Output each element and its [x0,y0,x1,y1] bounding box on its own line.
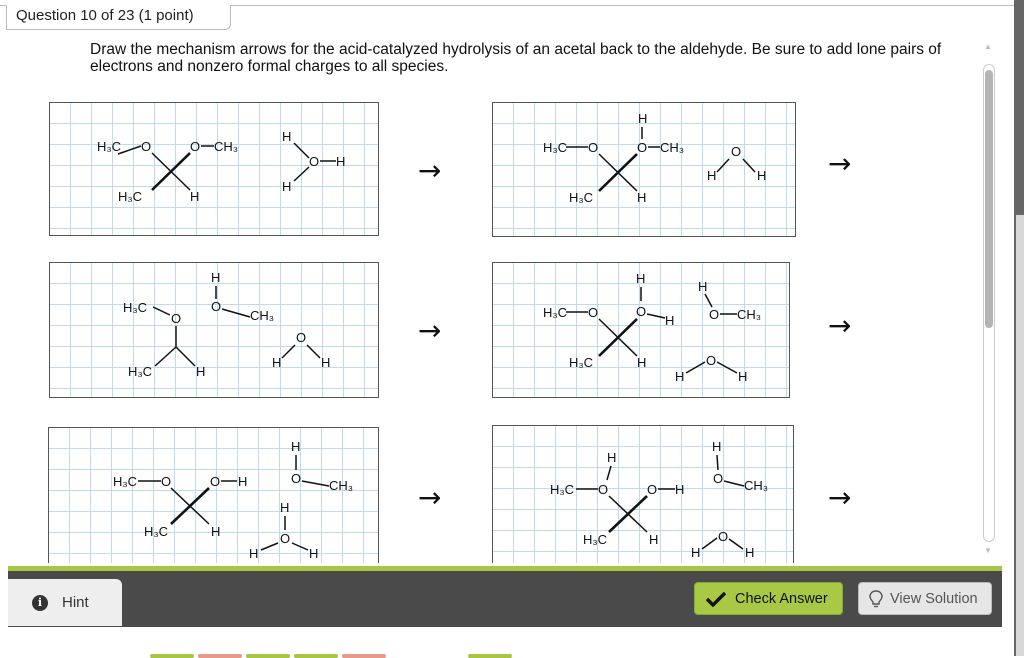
hydrogen-label: H [336,154,346,169]
oxygen-label: O [706,353,717,368]
vertical-scrollbar[interactable] [982,38,996,558]
mechanism-panel-5[interactable] [48,427,379,563]
methyl-label: H₃C [113,474,138,489]
hydrogen-label: H [637,355,647,370]
structure-panel-4 [493,263,790,398]
methyl-label: CH₃ [329,478,354,493]
oxygen-label: O [713,471,724,486]
oxygen-label: O [309,154,320,169]
oxygen-label: O [588,140,599,155]
methyl-label: H₃C [128,364,153,379]
structure-panel-6 [493,426,794,563]
mechanism-panel-6[interactable] [492,425,794,563]
hydrogen-label: H [638,111,648,126]
checkmark-icon [705,591,727,607]
oxygen-label: O [647,482,658,497]
structure-panel-3 [50,263,379,398]
hydrogen-label: H [282,179,292,194]
structure-panel-5 [49,428,379,563]
hydrogen-label: H [665,313,675,328]
progress-pill [246,654,290,658]
action-footer [8,571,1002,627]
methyl-label: H₃C [569,190,594,205]
oxygen-label: O [718,529,729,544]
hydrogen-label: H [196,364,206,379]
progress-pill [150,654,194,658]
hydrogen-label: H [637,190,647,205]
hydrogen-label: H [280,500,290,515]
reaction-arrow: → [418,314,442,347]
oxygen-label: O [190,139,201,154]
methyl-label: H₃C [550,482,575,497]
question-label: Question 10 of 23 (1 point) [16,7,194,24]
hydrogen-label: H [309,546,319,561]
oxygen-label: O [211,299,222,314]
mechanism-panel-4[interactable] [492,262,790,398]
window-edge-light [1016,215,1024,656]
methyl-label: H₃C [123,300,148,315]
reaction-arrow: → [828,309,852,342]
info-icon: i [32,595,48,611]
oxygen-label: O [280,531,291,546]
hydrogen-label: H [675,482,685,497]
structure-panel-1 [50,103,379,236]
question-panel [8,32,1002,563]
progress-pill [294,654,338,658]
oxygen-label: O [210,474,221,489]
oxygen-label: O [731,144,742,159]
reaction-arrow: → [418,154,442,187]
hydrogen-label: H [321,355,331,370]
scroll-down-icon[interactable]: ▼ [984,546,992,555]
hydrogen-label: H [738,369,748,384]
reaction-arrow: → [828,147,852,180]
methyl-label: H₃C [144,524,169,539]
reaction-arrow: → [828,481,852,514]
hydrogen-label: H [282,129,292,144]
view-solution-button[interactable] [858,582,992,615]
methyl-label: CH₃ [250,308,275,323]
methyl-label: H₃C [543,305,568,320]
bottom-strip [0,627,1014,656]
check-answer-label: Check Answer [735,590,828,607]
hydrogen-label: H [272,355,282,370]
methyl-label: CH₃ [737,307,762,322]
hydrogen-label: H [649,532,659,547]
methyl-label: CH₃ [660,140,685,155]
hydrogen-label: H [190,189,200,204]
reaction-arrow: → [418,481,442,514]
hydrogen-label: H [745,545,755,560]
hydrogen-label: H [211,270,221,285]
oxygen-label: O [709,307,720,322]
lightbulb-icon [869,590,883,608]
oxygen-label: O [296,330,307,345]
oxygen-label: O [171,311,182,326]
oxygen-label: O [141,139,152,154]
progress-pill [342,654,386,658]
progress-pill [198,654,242,658]
scroll-thumb[interactable] [985,70,993,328]
methyl-label: H₃C [583,532,608,547]
scroll-track[interactable] [983,64,995,542]
hydrogen-label: H [757,168,767,183]
hydrogen-label: H [691,545,701,560]
oxygen-label: O [161,474,172,489]
hydrogen-label: H [707,168,717,183]
hint-label: Hint [62,594,89,611]
methyl-label: H₃C [543,140,568,155]
progress-pill [468,654,512,658]
hydrogen-label: H [712,439,722,454]
oxygen-label: O [598,482,609,497]
mechanism-panel-1[interactable] [49,102,379,236]
methyl-label: H₃C [569,355,594,370]
mechanism-panel-3[interactable] [49,262,379,398]
methyl-label: H₃C [118,189,143,204]
oxygen-label: O [588,305,599,320]
hydrogen-label: H [607,450,617,465]
hydrogen-label: H [636,271,646,286]
hydrogen-label: H [238,474,248,489]
mechanism-panel-2[interactable] [492,102,796,237]
methyl-label: H₃C [97,139,122,154]
hydrogen-label: H [698,279,708,294]
methyl-label: CH₃ [744,478,769,493]
hydrogen-label: H [211,524,221,539]
scroll-up-icon[interactable]: ▲ [984,42,992,51]
hydrogen-label: H [249,546,259,561]
view-solution-label: View Solution [890,590,978,607]
structure-panel-2 [493,103,796,237]
hint-button[interactable] [8,579,122,626]
hydrogen-label: H [675,369,685,384]
oxygen-label: O [637,140,648,155]
methyl-label: CH₃ [214,139,239,154]
check-answer-button[interactable] [694,582,843,615]
question-instructions: Draw the mechanism arrows for the acid-catalyzed hydrolysis of an acetal back to the aldehyde. Be sure to add lone pairs of electrons and nonzero formal charges to all species. [90,41,942,75]
oxygen-label: O [636,304,647,319]
question-tab [6,5,231,30]
hydrogen-label: H [291,439,301,454]
oxygen-label: O [291,471,302,486]
